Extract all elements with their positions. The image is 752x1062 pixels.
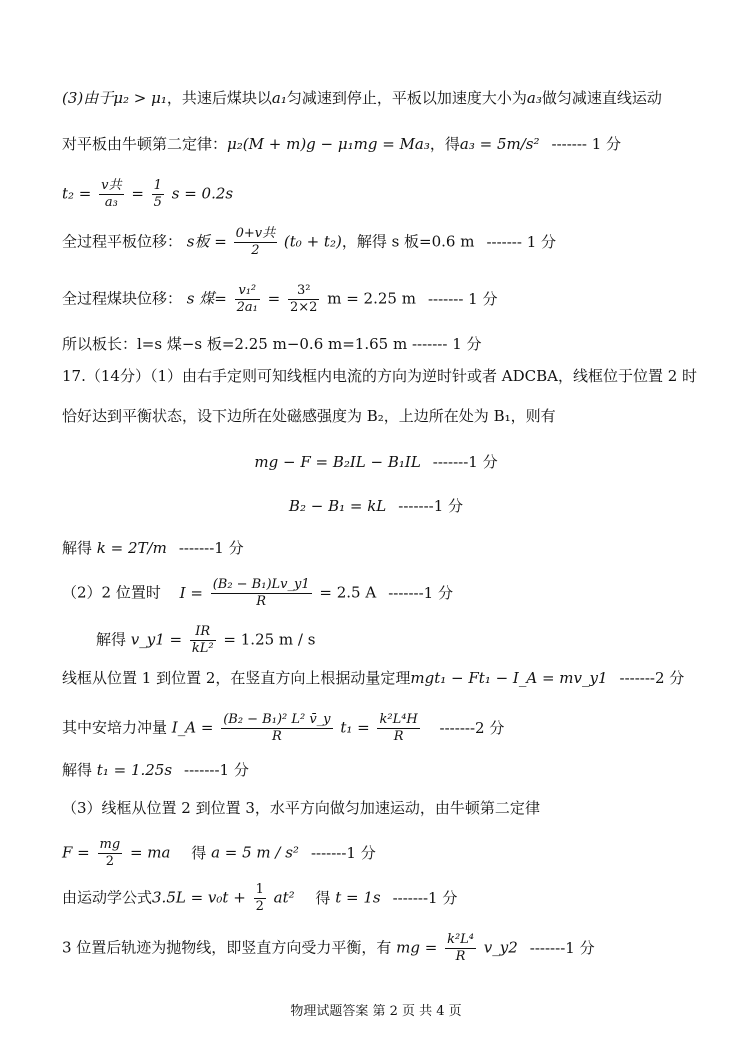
math-inline: s 煤= [186,289,227,308]
fraction-denominator: 2 [255,899,264,914]
text-segment: 其中安培力冲量 [62,718,168,737]
text-segment: 线框从位置 1 到位置 2，在竖直方向上根据动量定理 [62,669,411,687]
fraction [190,624,216,657]
math-inline: = [267,289,281,308]
text-segment: 解得 [62,761,93,779]
math-inline: = ma [129,843,171,862]
fraction-denominator: 2a₁ [236,300,258,315]
fraction [221,712,332,745]
math-inline: = 2.5 A [319,583,377,602]
math-inline: a₃ [526,89,542,107]
fraction-denominator: 2×2 [290,300,318,315]
momentum-theorem-line [62,668,684,688]
fraction [234,226,278,259]
fraction-numerator: k²L⁴H [379,712,418,727]
fraction-denominator: 2 [251,243,260,258]
math-inline: t₁ = [340,718,370,737]
text-segment: 全过程平板位移： [62,232,183,251]
newton-F-line [62,837,376,870]
fraction-denominator: 5 [153,195,162,210]
board-newton-line [62,134,621,154]
parabola-line [62,932,595,965]
fraction [152,178,164,211]
page-footer: 物理试题答案 第 2 页 共 4 页 [290,1004,462,1019]
score-mark: -------1 分 [398,497,464,515]
math-inline: B₂ − B₁ = kL [288,497,387,515]
math-inline: t = 1s [335,888,381,907]
math-inline: v_y2 [483,938,518,957]
score-mark: -------1 分 [310,843,376,862]
text-segment: （2）2 位置时 [62,583,161,602]
part3b-heading: （3）线框从位置 2 到位置 3，水平方向做匀加速运动，由牛顿第二定律 [62,799,540,817]
math-inline: μ₂ > μ₁ [113,89,167,107]
math-inline: a₁ [271,89,287,107]
fraction-numerator: 0+v共 [235,226,276,241]
part3-heading [62,88,662,108]
fraction [235,283,260,316]
fraction [211,577,312,610]
q17-intro-line-1: 17.（14分）（1）由右手定则可知线框内电流的方向为逆时针或者 ADCBA，线框位于位置 2 时 [62,367,698,385]
math-inline: μ₂(M + m)g − μ₁mg = Ma₃ [227,135,430,153]
fraction [377,712,419,745]
text-segment: 由运动学公式 [62,888,153,907]
score-mark: ------- 1 分 [427,289,498,308]
math-inline: v_y1 = [130,630,183,649]
math-inline: mg = [396,938,438,957]
score-mark: -------1 分 [178,539,244,557]
math-inline: at² [273,888,295,907]
math-inline: I = [179,583,203,602]
score-mark: -------1 分 [392,888,458,907]
solve-vy1-line [96,624,315,657]
math-inline: k = 2T/m [96,539,167,557]
score-mark: -------1 分 [529,938,595,957]
fraction [99,178,123,211]
math-inline: mg − F = B₂IL − B₁IL [254,453,421,471]
fraction-numerator: IR [190,624,216,641]
fraction-numerator: mg [99,837,121,852]
math-inline: I_A = [171,718,214,737]
fraction-numerator: 3² [288,283,319,300]
field-gradient-equation [0,496,752,516]
score-mark: ------- 1 分 [551,135,622,153]
math-inline: a₃ = 5m/s² [459,135,540,153]
balance-equation [0,452,752,472]
fraction-numerator: (B₂ − B₁)Lv_y1 [212,577,310,592]
math-inline: t₂ = [62,184,92,203]
text-segment: 做匀减速直线运动 [541,89,662,107]
fraction-denominator: a₃ [104,195,118,210]
text-segment: 解得 [96,630,127,649]
math-inline: s板 = [186,232,227,251]
text-segment: 对平板由牛顿第二定律： [62,135,228,153]
score-mark: -------2 分 [439,718,505,737]
text-segment: 全过程煤块位移： [62,289,183,308]
kinematics-line [62,882,457,915]
fraction-denominator: R [256,594,267,609]
math-inline: 3.5L = v₀t + [152,888,246,907]
fraction-numerator: v共 [101,178,122,193]
text-segment: 3 位置后轨迹为抛物线，即竖直方向受力平衡，有 [62,938,392,957]
fraction [288,283,319,316]
solve-t1-line [62,760,249,780]
score-mark: -------2 分 [619,669,685,687]
t2-equation [62,178,233,211]
fraction-numerator: 1 [255,882,264,897]
score-mark: -------1 分 [432,453,498,471]
solve-k-line [62,538,244,558]
math-inline: m = 2.25 m [327,289,416,308]
text-segment: 得 [315,888,331,907]
text-segment: 得 [191,843,207,862]
math-inline: s = 0.2s [171,184,234,203]
q17-intro-line-2: 恰好达到平衡状态，设下边所在处磁感强度为 B₂，上边所在处为 B₁，则有 [62,407,556,425]
math-inline: a = 5 m / s² [211,843,299,862]
plate-length-line: 所以板长：l=s 煤−s 板=2.25 m−0.6 m=1.65 m ------- 1 分 [62,335,482,353]
fraction-numerator: (B₂ − B₁)² L² v̄_y [223,712,331,727]
fraction-denominator: 2 [105,854,114,869]
board-displacement-line [62,226,556,259]
fraction-numerator: v₁² [235,283,260,300]
text-segment: ，解得 s 板=0.6 m [341,232,475,251]
text-segment: ，共速后煤块以 [166,89,272,107]
text-segment: 匀减速到停止，平板以加速度大小为 [286,89,527,107]
math-inline: = [131,184,144,203]
math-inline: mgt₁ − Ft₁ − I_A = mv_y1 [410,669,608,687]
current-equation-line [62,577,453,610]
coal-displacement-line [62,283,498,316]
math-inline: t₁ = 1.25s [96,761,173,779]
fraction-denominator: kL² [191,641,214,656]
score-mark: -------1 分 [184,761,249,779]
text-segment: (3)由于 [62,89,114,107]
fraction-denominator: R [271,729,282,744]
ampere-impulse-line [62,712,504,745]
math-inline: = 1.25 m / s [223,630,316,649]
text-segment: ，得 [429,135,460,153]
fraction [98,837,123,870]
score-mark: -------1 分 [388,583,453,602]
fraction [445,932,476,965]
math-inline: (t₀ + t₂) [283,232,342,251]
fraction-numerator: 1 [153,178,162,193]
math-inline: F = [62,843,90,862]
text-segment: 解得 [62,539,93,557]
fraction-denominator: R [393,729,404,744]
score-mark: ------- 1 分 [486,232,557,251]
fraction-numerator: k²L⁴ [447,932,474,947]
fraction-denominator: R [455,949,466,964]
fraction [254,882,266,915]
